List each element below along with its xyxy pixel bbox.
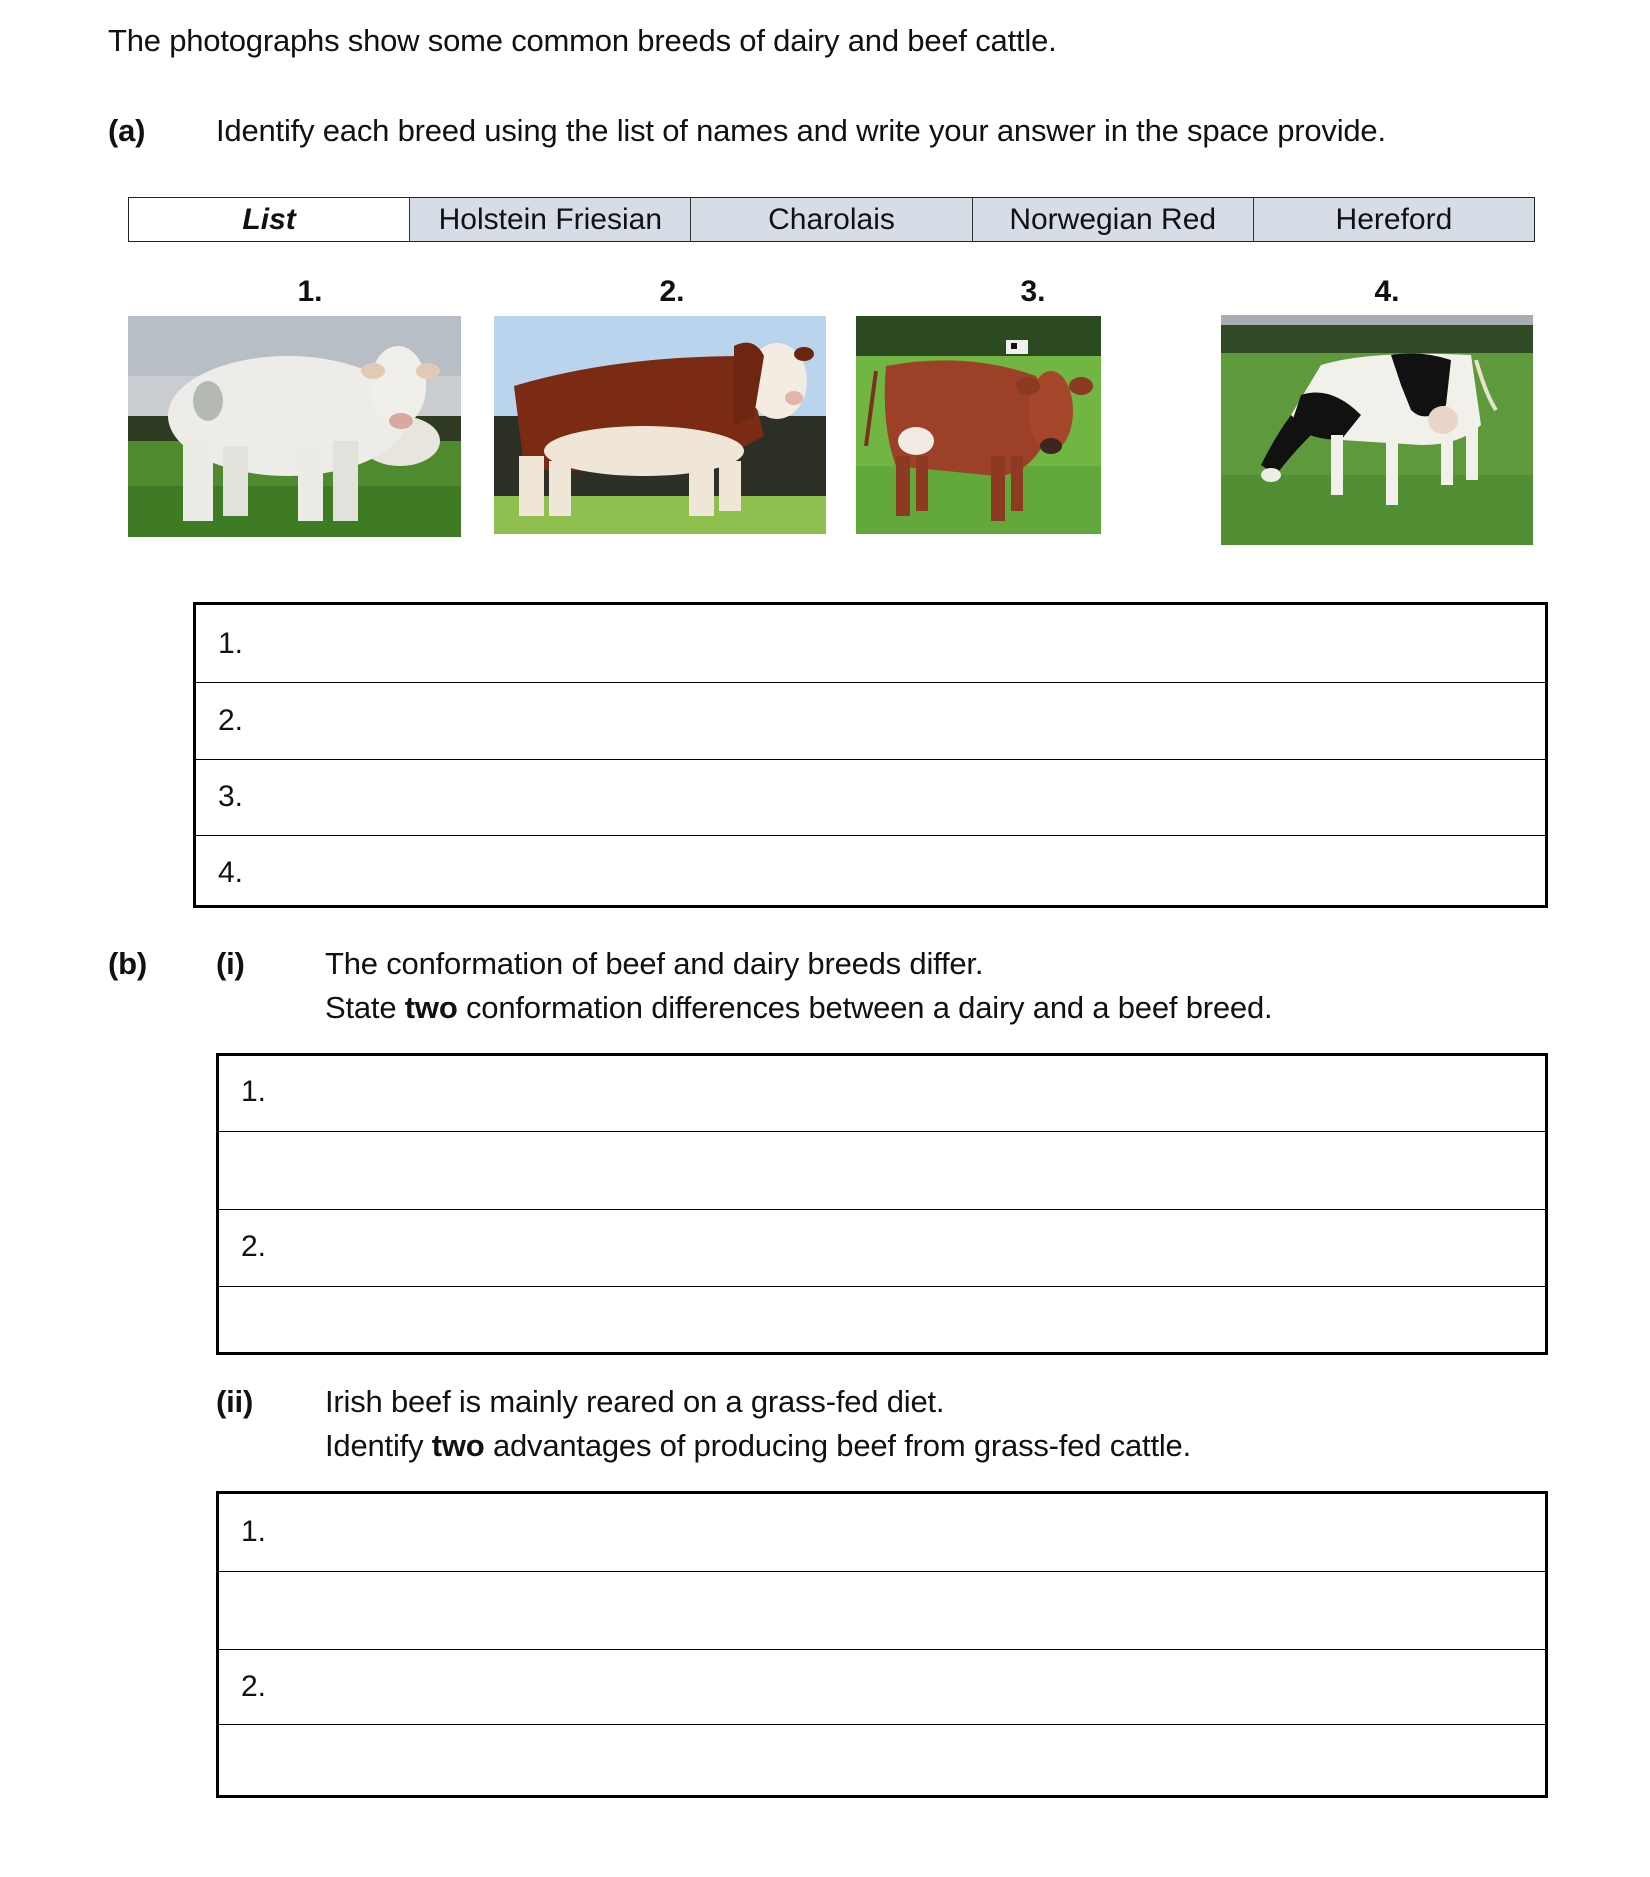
list-item-holstein-friesian: Holstein Friesian: [409, 198, 690, 241]
answer-row-b-ii-2[interactable]: [219, 1649, 1545, 1724]
intro-text: The photographs show some common breeds of dairy and beef cattle.: [108, 23, 1057, 58]
part-b-ii-label: (ii): [216, 1384, 254, 1419]
part-b-ii-answer-table: [216, 1491, 1548, 1798]
part-b-i-line1: The conformation of beef and dairy breeds differ.: [325, 946, 984, 981]
answer-row-b-i-2[interactable]: [219, 1209, 1545, 1286]
text: State: [325, 990, 405, 1025]
part-b-i-label: (i): [216, 946, 245, 981]
list-item-hereford: Hereford: [1253, 198, 1534, 241]
list-header: List: [129, 198, 409, 241]
photo-3-red-cow: [856, 316, 1101, 534]
photo-label-3: 3.: [1020, 275, 1046, 308]
answer-row-a-3[interactable]: [196, 759, 1545, 835]
emphasis-text: two: [431, 1428, 485, 1463]
photo-label-2: 2.: [659, 275, 685, 308]
answer-row-b-i-2-cont[interactable]: [219, 1286, 1545, 1351]
answer-row-b-ii-1[interactable]: [219, 1494, 1545, 1571]
answer-row-number: 3.: [218, 780, 244, 813]
text: conformation differences between a dairy and a beef breed.: [457, 990, 1273, 1025]
photo-2-hereford-bull: [494, 316, 826, 534]
emphasis-text: two: [404, 990, 458, 1025]
photo-label-1: 1.: [297, 275, 323, 308]
photo-4-holstein-cow: [1221, 315, 1533, 545]
part-b-i-answer-table: [216, 1053, 1548, 1355]
answer-row-number: 1.: [218, 627, 244, 660]
part-b-ii-line1: Irish beef is mainly reared on a grass-fed diet.: [325, 1384, 945, 1419]
breed-name-list: [128, 197, 1535, 242]
answer-row-a-1[interactable]: [196, 605, 1545, 682]
answer-row-a-2[interactable]: [196, 682, 1545, 759]
answer-row-a-4[interactable]: [196, 835, 1545, 904]
part-b-ii-line2: [325, 1427, 1191, 1465]
part-a-instruction: Identify each breed using the list of names and write your answer in the space provide.: [216, 113, 1386, 148]
photo-1-white-cattle: [128, 316, 461, 537]
answer-row-number: 1.: [241, 1075, 267, 1108]
answer-row-b-ii-1-cont[interactable]: [219, 1571, 1545, 1649]
part-b-label: (b): [108, 946, 147, 981]
part-b-i-line2: [325, 989, 1272, 1027]
text: advantages of producing beef from grass-fed cattle.: [484, 1428, 1192, 1463]
photo-label-4: 4.: [1374, 275, 1400, 308]
answer-row-number: 2.: [218, 704, 244, 737]
answer-row-b-i-1-cont[interactable]: [219, 1131, 1545, 1209]
list-item-norwegian-red: Norwegian Red: [972, 198, 1253, 241]
answer-row-number: 1.: [241, 1515, 267, 1548]
answer-row-number: 2.: [241, 1670, 267, 1703]
part-a-label: (a): [108, 113, 146, 148]
part-a-answer-table: [193, 602, 1548, 908]
answer-row-number: 2.: [241, 1230, 267, 1263]
text: Identify: [325, 1428, 432, 1463]
answer-row-number: 4.: [218, 856, 244, 889]
answer-row-b-i-1[interactable]: [219, 1056, 1545, 1131]
list-item-charolais: Charolais: [690, 198, 971, 241]
answer-row-b-ii-2-cont[interactable]: [219, 1724, 1545, 1794]
